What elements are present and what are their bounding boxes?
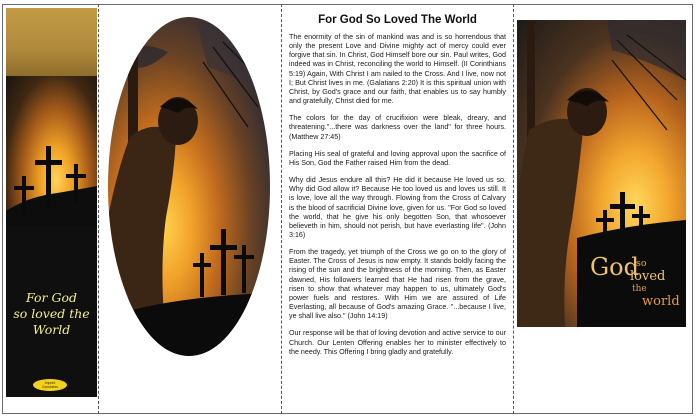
article-paragraph: Why did Jesus endure all this? He did it because He loved us so. Why did God allow it? Because He too loved us and loves us still. It is love, love all the way through. Flowing from the Cross of Calvary is the blood of sacrificial Divine love, given for us. "For God so loved the world, that he give his only begotten Son, that whosoever believeth in him, should not perish, but have everlasting life". (John 3:16) <box>289 176 506 239</box>
article-paragraph: Placing His seal of grateful and loving approval upon the sacrifice of His Son, God the Father raised Him from the dead. <box>289 149 506 167</box>
article-text-panel <box>289 13 506 365</box>
caption-so: so <box>636 258 647 269</box>
oval-crucifix-image <box>108 17 270 356</box>
article-paragraph: Our response will be that of loving devotion and active service to our Church. Our Lenten Offering enables her to minister effectively to the needy. This Offering I bring gladly and gratefully. <box>289 329 506 356</box>
three-crosses-illustration <box>6 76 97 236</box>
left-bookmark-panel <box>6 8 97 397</box>
caption-the: the <box>632 284 647 294</box>
fold-line-1 <box>98 4 99 414</box>
article-paragraph: From the tragedy, yet triumph of the Cross we go on to the glory of Easter. The Cross of Jesus is now empty. It stands boldly facing the rising of the sun and the brightness of the morning. Then, as Easter dawned, His followers learned that He had risen from the grave, risen to show that whatever may happen to us, ultimately God's power fuels and restores. With Him we are assured of Life Everlasting, all because of God's amazing Grace. "...because I live, ye shall live also." (John 14:19) <box>289 248 506 321</box>
caption-god: God <box>590 253 639 281</box>
caption-loved: loved <box>630 269 666 284</box>
sunset-sky-image <box>6 76 97 236</box>
article-title: For God So Loved The World <box>318 14 477 26</box>
fold-line-3 <box>513 4 514 414</box>
bookmark-title: For God so loved the World <box>13 290 90 337</box>
crucifix-silhouette-illustration <box>108 17 270 356</box>
fold-line-2 <box>281 4 282 414</box>
publisher-seal: Imprint Goodness <box>33 379 67 391</box>
gold-header-band <box>6 8 97 76</box>
article-paragraph: The enormity of the sin of mankind was and is so horrendous that only the present Love and Divine mighty act of mercy could ever forgive that sin. In Christ, God Himself bore our sin. Paul writes, God indeed was in Christ, reconciling the world to Himself. (II Corinthians 5:19) Again, With Christ I am nailed to the Cross. And I live, now not I; But Christ lives in me. (Galatians 2:20) It is this spiritual union with Christ, by God's grace and our faith, that enables us to say humbly and gratefully, Christ died for me. <box>289 33 506 106</box>
caption-world: world <box>642 294 680 309</box>
article-paragraph: The colors for the day of crucifixion were bleak, dreary, and threatening."...there was darkness over the land" for three hours. (Matthew 27:45) <box>289 114 506 141</box>
